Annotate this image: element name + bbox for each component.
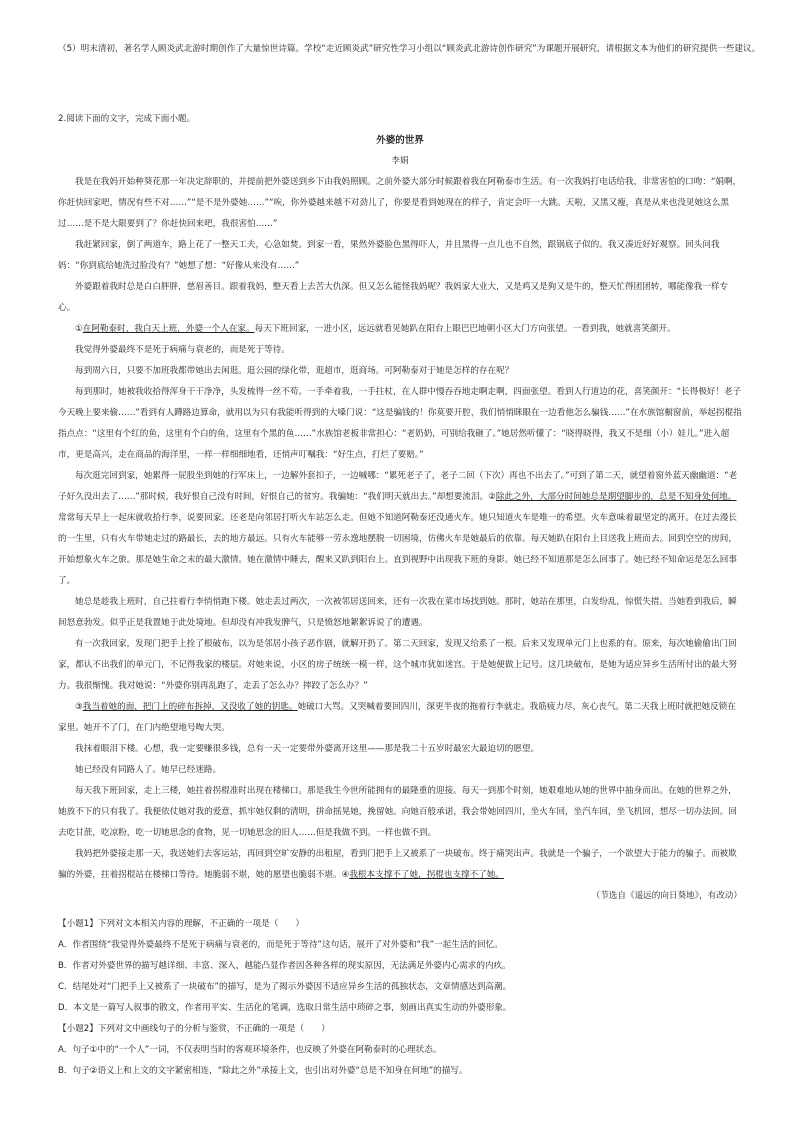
question-2-option-a: A．句子①中的“一个人”一词，不仅表明当时的客观环境条件，也反映了外婆在阿勒泰时的心理状态。	[58, 1045, 442, 1055]
essay-paragraph: 每次逛完回到家，她累得一屁股坐到她的行军床上，一边解外套扣子，一边喊哪：“累死老子了，老子二回（下次）再也不出去了。”可到了第二天，就望着窗外蓝天幽幽道：“老子好久没出去了……”那时候，我好恨自己没有时间，好恨自己的贫穷。我骗她：“我们明天就出去。”却想要流泪。②除此之外，大部分时间她总是期望脚步的，总是不知身处何地。常常每天早上一起床就收拾行李，说要回家。还老是向邻居打听火车站怎么走。但她不知道阿勒泰还没通火车。她只知道火车是唯一的希望。火车意味着最坚定的离开。在过去漫长的一生里，只有火车带她走过的路最长，去的地方最远。只有火车能够一劳永逸地摆脱一切困境，仿佛火车是她最后的依靠。每天她趴在阳台上目送我上班而去。回到空空的房间，开始想象火车之旅。那是她生命之末的最大激情。她在激情中睡去，醒来又趴到阳台上。直到视野中出现我下班的身影。她已经不知道那是怎么回事了。她已经不知命运是怎么回事了。	[58, 471, 738, 586]
essay-paragraph: 每到周六日，只要不加班我都带她出去闲逛。逛公园的绿化带，逛超市，逛商场。可阿勒泰对于她是怎样的存在呢？	[75, 366, 514, 376]
essay-paragraph: 每天我下班回家，走上三楼，她拄着拐棍准时出现在楼梯口。那是我生今世所能拥有的最隆重的迎接。每天一到那个时刻，她艰难地从她的世界中抽身而出。在她的世界之外，她放不下的只有我了。我便依仗她对我的爱意，抓牢她仅剩的清明，拼命摇晃她，挽留她。向她百般承诺，我会带她回四川，坐火车回，坐汽车回，坐飞机回，想尽一切办法回。回去吃甘蔗，吃凉粉，吃一切她思念的食物，见一切她思念的旧人……但是我做不到。一样也做不到。	[58, 786, 737, 838]
essay-paragraph: 她总是趁我上班时，自己拄着行李悄悄跑下楼。她走丢过两次，一次被邻居送回来，还有一次我在菜市场找到她。那时，她站在那里，白发纷乱，惊慌失措。当她看到我后，瞬间怒意勃发。似乎正是我置她于此处境地。但却没有冲我发脾气，只是愤怒地絮絮诉说了的遭遇。	[58, 597, 737, 628]
question-1-option-d: D．本文是一篇写人叙事的散文，作者用平实、生活化的笔调，选取日常生活中琐碎之事，刻画出真实生动的外婆形象。	[58, 1003, 512, 1013]
underlined-sentence-1: 在阿勒泰时，我白天上班，外婆一个人在家。	[82, 324, 255, 334]
essay-paragraph: ①在阿勒泰时，我白天上班，外婆一个人在家。每天下班回家，一进小区，远远就看见她趴在阳台上眼巴巴地朝小区大门方向张望。一看到我，她就喜笑颜开。	[75, 324, 676, 334]
section-2-heading: 2.阅读下面的文字，完成下面小题。	[58, 114, 196, 124]
essay-paragraph: ③我当着她的面，把门上的碎布拆掉，又没收了她的钥匙。她破口大骂。又哭喊着要回四川，深更半夜的拖着行李就走。我筋疲力尽，灰心丧气。第二天我上班时就把她反锁在家里。她开不了门，在门内绝望地号啕大哭。	[58, 702, 736, 733]
underlined-sentence-3: 我当着她的面，把门上的碎布拆掉，又没收了她的钥匙。	[82, 702, 298, 712]
question-5: （5）明末清初，著名学人顾炎武北游时期创作了大量惊世诗篇。学校“走近顾炎武”研究性学习小组以“顾炎武北游诗创作研究”为课题开展研究，请根据文本为他们的研究提供一些建议。	[58, 44, 761, 54]
essay-paragraph: 我赶紧回家，倒了两道车，路上花了一整天工夫，心急如焚。到家一看，果然外婆脸色黑得吓人，并且黑得一点儿也不自然，跟锅底子似的。我又凑近好好观察。回头问我妈：“你到底给她洗过脸没有？”她想了想：“好像从来没有……”	[58, 240, 720, 271]
essay-source: （节选自《遥远的向日葵地》，有改动）	[591, 891, 742, 901]
essay-paragraph: 我抹着眼泪下楼。心想，我一定要赚很多钱，总有一天一定要带外婆离开这里——那是我二十五岁时最宏大最迫切的愿望。	[75, 744, 540, 754]
question-1-option-b: B．作者对外婆世界的描写越详细、丰富、深入，越能凸显作者因各种各样的现实原因，无法满足外婆内心需求的内疚。	[58, 961, 511, 971]
essay-paragraph: 我觉得外婆最终不是死于病痛与衰老的，而是死于等待。	[75, 345, 290, 355]
essay-paragraph: 每到那时，她被我收拾得浑身干干净净，头发梳得一丝不苟。一手牵着我，一手拄杖，在人群中慢吞吞地走啊走啊，四面张望。看到人行道边的花，喜笑颜开：“长得极好！老子今天晚上要来偷……”看到有人蹲路边算命，就用以为只有我能听得到的大嗓门说：“这是骗钱的！你莫要开腔，我们悄悄眯眼在一边看他怎么骗钱……”在水族馆橱窗前，举起拐棍指指点点：“这里有个红的鱼，这里有个白的鱼，这里有个黑的鱼……”水族馆老板非常担心：“老奶奶，可别给我砸了。”她居然听懂了：“晓得晓得，我又不是细（小）娃儿。”进入超市，更是高兴，走在商品的海洋里，一样一样细细地看，还悄声叮嘱我：“好生点，打烂了要赔。”	[58, 387, 742, 460]
question-2-stem: 【小题2】下列对文中画线句子的分析与鉴赏，不正确的一项是（ ）	[58, 1024, 330, 1034]
sentence-marker-1: ①	[75, 324, 83, 334]
essay-paragraph: 我是在我妈开始种葵花那一年决定辞职的，并提前把外婆送到乡下由我妈照顾。之前外婆大部分时候跟着我在阿勒泰市生活。有一次我妈打电话给我，非常害怕的口吻：“娟啊，你赶快回家吧，情况有些不对……”“是不是外婆她……”“唉，你外婆越来越不对劲儿了，你要是看到她现在的样子，肯定会吓一大跳。天啦，又黑又瘦，真是从来也没见她这么黑过……是不是大限要到了？你赶快回来吧，我很害怕……”	[58, 177, 742, 229]
question-2-option-b: B．句子②语义上和上文的文字紧密相连，“除此之外”承接上文，也引出对外婆“总是不知身在何地”的描写。	[58, 1066, 468, 1076]
essay-paragraph: 她已经没有同路人了。她早已经迷路。	[75, 765, 222, 775]
essay-paragraph: 外婆跟着我时总是白白胖胖，慈眉善目。跟着我妈，整天看上去苦大仇深。但又怎么能怪我妈呢？我妈家大业大，又是鸡又是狗又是牛的，整天忙得团团转，哪能像我一样专心。	[58, 282, 729, 313]
question-1-option-a: A．作者围绕“我觉得外婆最终不是死于病痛与衰老的，而是死于等待”这句话，展开了对外婆和“我”一起生活的回忆。	[58, 940, 503, 950]
essay-author: 李娟	[391, 156, 409, 166]
underlined-sentence-2: 除此之外，大部分时间她总是期望脚步的，总是不知身处何地。	[495, 492, 737, 502]
sentence-marker-3: ③	[75, 702, 83, 712]
essay-title: 外婆的世界	[376, 135, 424, 146]
question-1-option-c: C．结尾处对“门把手上又被系了一块破布”的描写，是为了揭示外婆因不适应异乡生活的孤独状态，文章情感达到高潮。	[58, 982, 512, 992]
essay-paragraph: 我妈把外婆接走那一天，我送她们去客运站，再回到空旷安静的出租屋，看到门把手上又被系了一块破布。终于痛哭出声。我就是一个骗子，一个欲望大于能力的骗子。而被欺骗的外婆，拄着拐棍站在楼梯口等待。她脆弱不堪，她的愿望也脆弱不堪。④我根本支撑不了她，拐棍也支撑不了她。	[58, 849, 737, 880]
underlined-sentence-4: 我根本支撑不了她，拐棍也支撑不了她。	[349, 870, 505, 880]
question-1-stem: 【小题1】下列对文本相关内容的理解，不正确的一项是（ ）	[58, 919, 305, 929]
essay-paragraph: 有一次我回家，发现门把手上拴了根破布，以为是邻居小孩子恶作剧，就解开扔了。第二天回家，发现又给系了一根。后来又发现单元门上也系的有。原来，每次她偷偷出门回家，都认不出我们的单元门，不记得我家的楼层。对她来说，小区的房子统统一模一样，这个城市犹如迷宫。于是她便做上记号。这几块破布，是她为适应异乡生活所付出的最大努力。我很惭愧。我对她说：“外婆你别再乱跑了，走丢了怎么办？摔跤了怎么办？”	[58, 639, 737, 691]
